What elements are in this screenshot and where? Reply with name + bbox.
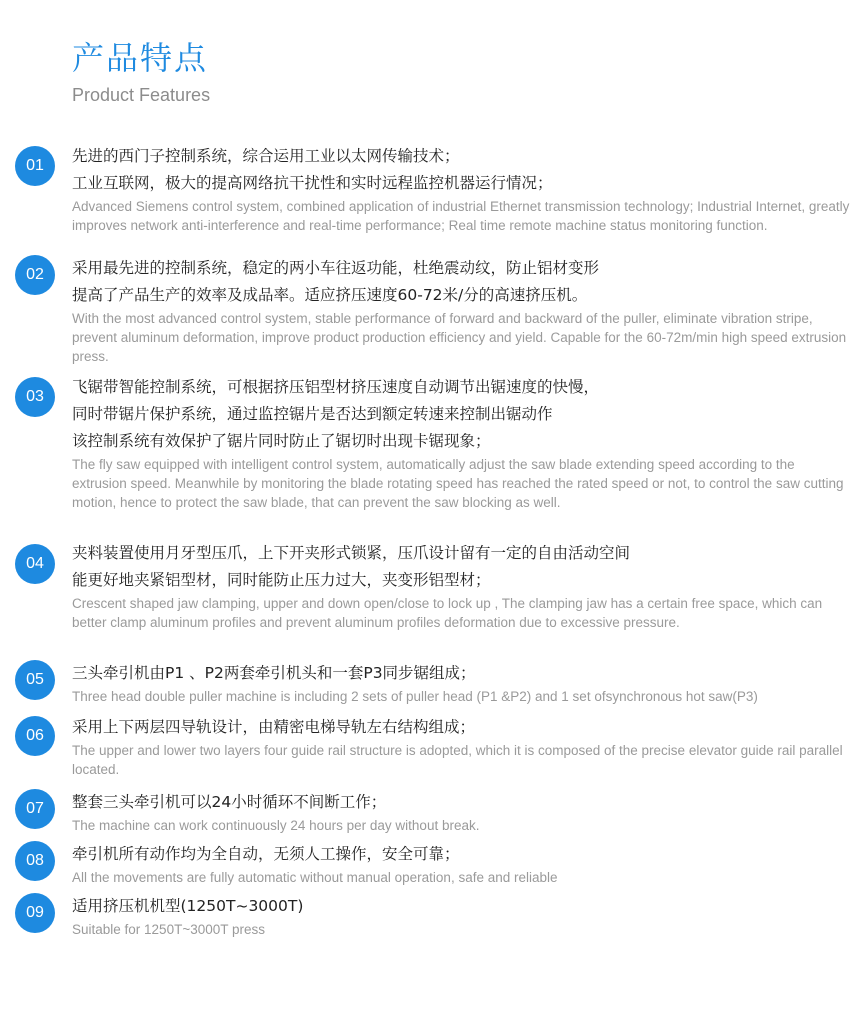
page-title: 产品特点 <box>72 39 209 77</box>
feature-en-description: Suitable for 1250T~3000T press <box>72 922 266 937</box>
feature-cn-line: 能更好地夹紧铝型材，同时能防止压力过大，夹变形铝型材； <box>72 571 491 589</box>
feature-cn-line: 同时带锯片保护系统，通过监控锯片是否达到额定转速来控制出锯动作 <box>72 405 553 423</box>
feature-number-badge: 09 <box>15 893 55 933</box>
feature-en-description: The machine can work continuously 24 hours per day without break. <box>72 818 480 833</box>
feature-number-badge: 05 <box>15 660 55 700</box>
feature-en-description: The upper and lower two layers four guide rail structure is adopted, which it is composed of the precise elevator guide rail parallel located. <box>72 743 843 777</box>
feature-cn-line: 该控制系统有效保护了锯片同时防止了锯切时出现卡锯现象； <box>72 432 491 450</box>
feature-en-description: The fly saw equipped with intelligent control system, automatically adjust the saw blade extending speed according to the extrusion speed. Meanwhile by monitoring the blade rotating speed has reached the rated speed or not, to control the saw cutting motion, hence to protect the saw blade, that can prevent the saw blocking as well. <box>72 457 844 510</box>
page-header <box>72 36 210 108</box>
feature-cn-line: 工业互联网，极大的提高网络抗干扰性和实时远程监控机器运行情况； <box>72 174 553 192</box>
feature-text <box>72 789 850 835</box>
feature-text <box>72 660 850 706</box>
feature-number-badge: 07 <box>15 789 55 829</box>
feature-number-badge: 03 <box>15 377 55 417</box>
feature-en-description: All the movements are fully automatic without manual operation, safe and reliable <box>72 870 558 885</box>
feature-text <box>72 374 850 512</box>
feature-number-badge: 06 <box>15 716 55 756</box>
feature-text <box>72 255 850 366</box>
feature-cn-line: 夹料装置使用月牙型压爪，上下开夹形式锁紧，压爪设计留有一定的自由活动空间 <box>72 544 631 562</box>
feature-en-description: Three head double puller machine is including 2 sets of puller head (P1 &P2) and 1 set ofsynchronous hot saw(P3) <box>72 689 758 704</box>
feature-cn-line: 牵引机所有动作均为全自动，无须人工操作，安全可靠； <box>72 845 460 863</box>
feature-en-description: With the most advanced control system, stable performance of forward and backward of the puller, eliminate vibration stripe, prevent aluminum deformation, improve product production efficiency and yield. Capable for the 60-72m/min high speed extrusion press. <box>72 311 847 364</box>
feature-en-description: Advanced Siemens control system, combined application of industrial Ethernet transmission technology; Industrial Internet, greatly improves network anti-interference and real-time performance; Real time remote machine status monitoring function. <box>72 199 850 233</box>
feature-number-badge: 02 <box>15 255 55 295</box>
page-subtitle: Product Features <box>72 85 211 105</box>
feature-text <box>72 714 850 779</box>
feature-cn-line: 三头牵引机由P1 、P2两套牵引机头和一套P3同步锯组成； <box>72 664 476 682</box>
feature-cn-line: 适用挤压机机型(1250T~3000T) <box>72 897 304 915</box>
feature-text <box>72 143 850 235</box>
feature-cn-line: 整套三头牵引机可以24小时循环不间断工作； <box>72 793 387 811</box>
feature-cn-line: 飞锯带智能控制系统，可根据挤压铝型材挤压速度自动调节出锯速度的快慢， <box>72 378 600 396</box>
feature-cn-line: 提高了产品生产的效率及成品率。适应挤压速度60-72米/分的高速挤压机。 <box>72 286 588 304</box>
feature-cn-line: 采用上下两层四导轨设计，由精密电梯导轨左右结构组成； <box>72 718 476 736</box>
feature-number-badge: 01 <box>15 146 55 186</box>
feature-number-badge: 04 <box>15 544 55 584</box>
feature-text <box>72 893 850 939</box>
feature-cn-line: 先进的西门子控制系统，综合运用工业以太网传输技术； <box>72 147 460 165</box>
feature-text <box>72 540 850 632</box>
feature-cn-line: 采用最先进的控制系统，稳定的两小车往返功能，杜绝震动纹，防止铝材变形 <box>72 259 600 277</box>
feature-number-badge: 08 <box>15 841 55 881</box>
feature-text <box>72 841 850 887</box>
feature-en-description: Crescent shaped jaw clamping, upper and down open/close to lock up , The clamping jaw has a certain free space, which can better clamp aluminum profiles and prevent aluminum profiles deformation due to excessive pressure. <box>72 596 823 630</box>
